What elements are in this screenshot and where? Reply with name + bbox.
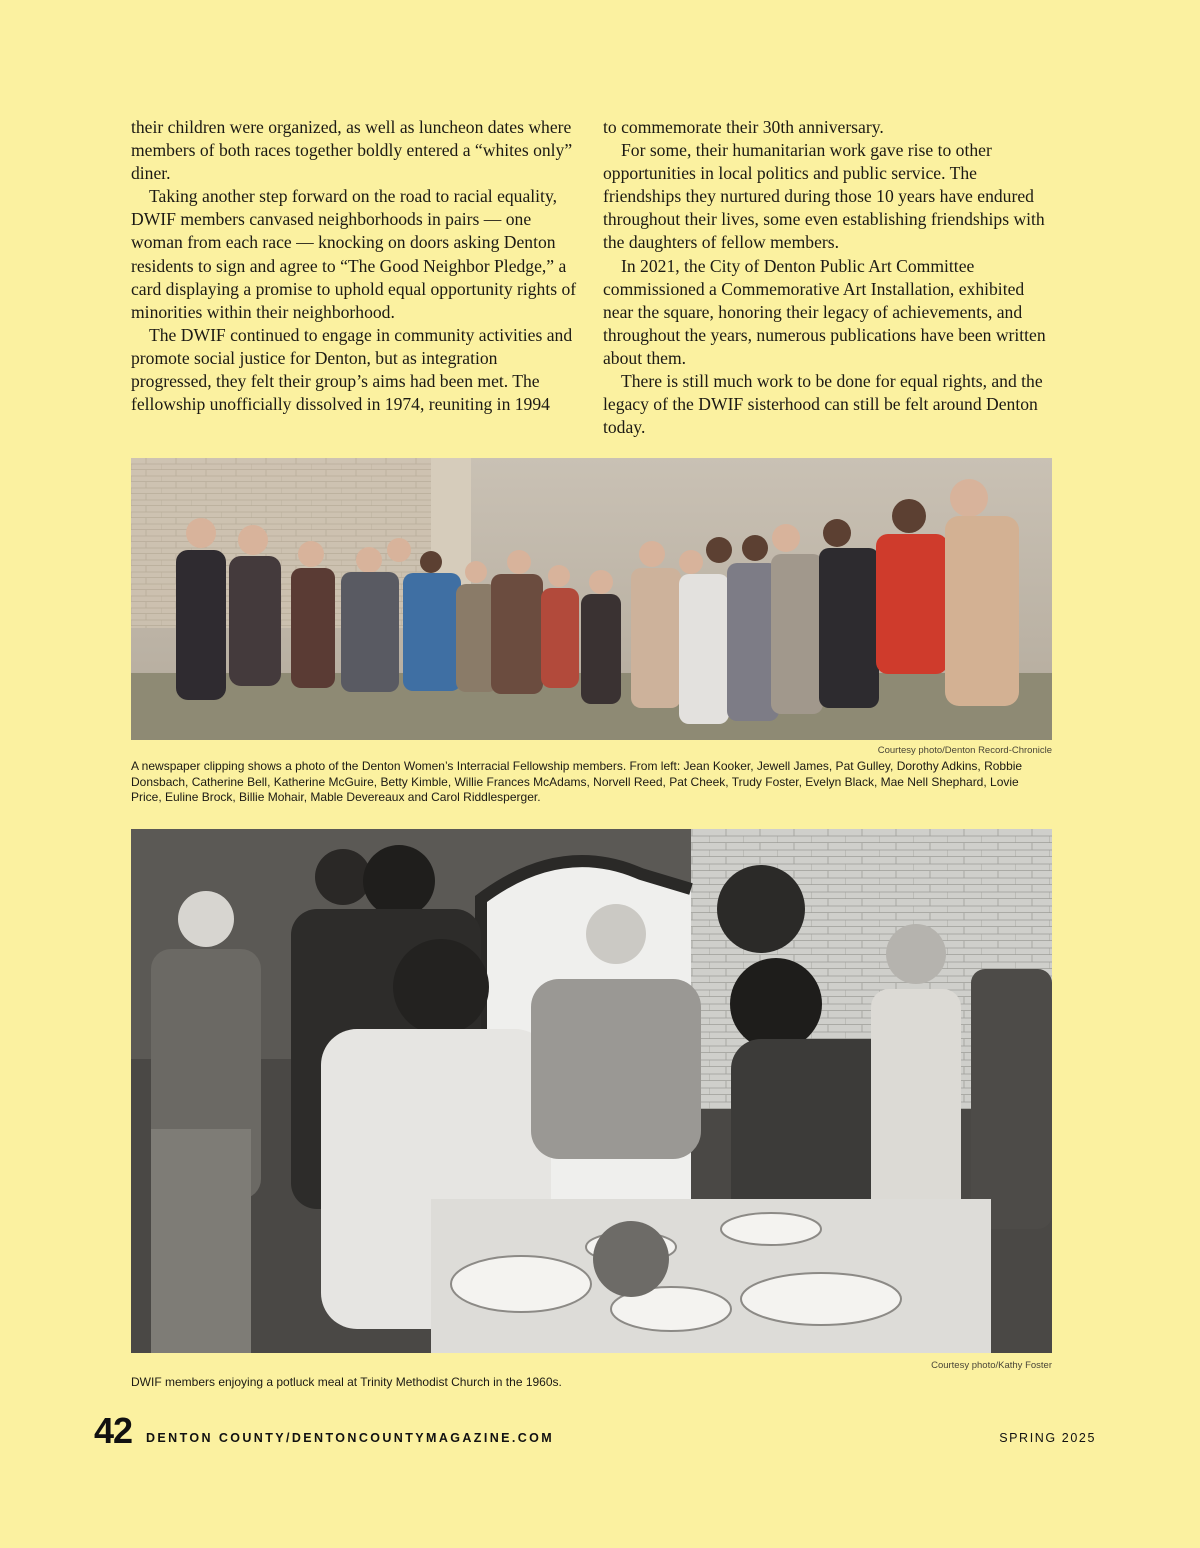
group-photo xyxy=(131,458,1052,740)
issue-date: SPRING 2025 xyxy=(999,1431,1096,1445)
magazine-name: DENTON COUNTY/DENTONCOUNTYMAGAZINE.COM xyxy=(146,1431,555,1445)
paragraph: For some, their humanitarian work gave rise to other opportunities in local politics and public service. The friendships they nurtured during those 10 years have endured throughout their lives, some even establishing friendships with the daughters of fellow members. xyxy=(603,140,1045,253)
photo-caption: A newspaper clipping shows a photo of the Denton Women’s Interracial Fellowship members. From left: Jean Kooker, Jewell James, Pat Gulley, Dorothy Adkins, Robbie Donsbach, Catherine Bell, Katherine McGuire, Betty Kimble, Willie Frances McAdams, Norvell Reed, Pat Cheek, Trudy Foster, Evelyn Black, Mae Nell Shephard, Lovie Price, Euline Brock, Billie Mohair, Mable Devereaux and Carol Riddlesperger. xyxy=(131,759,1023,805)
page-number: 42 xyxy=(94,1410,133,1451)
paragraph: to commemorate their 30th anniversary. xyxy=(603,117,884,137)
article-column-left xyxy=(131,116,581,416)
paragraph: There is still much work to be done for equal rights, and the legacy of the DWIF sisterhood can still be felt around Denton today. xyxy=(603,371,1043,438)
paragraph: The DWIF continued to engage in community activities and promote social justice for Denton, but as integration progressed, they felt their group’s aims had been met. The fellowship unofficially dissolved in 1974, reuniting in 1994 xyxy=(131,324,573,415)
photo-credit: Courtesy photo/Denton Record-Chronicle xyxy=(877,745,1052,756)
photo-credit: Courtesy photo/Kathy Foster xyxy=(931,1360,1052,1371)
paragraph: Taking another step forward on the road to racial equality, DWIF members canvased neighborhoods in pairs — one woman from each race — knocking on doors asking Denton residents to sign and agree to “The Good Neighbor Pledge,” a card displaying a promise to uphold equal opportunity rights of minorities within their neighborhood. xyxy=(131,186,577,322)
potluck-photo xyxy=(131,829,1052,1353)
article-column-right xyxy=(603,116,1053,439)
paragraph: their children were organized, as well as luncheon dates where members of both races together boldly entered a “whites only” diner. xyxy=(131,117,573,184)
photo-caption: DWIF members enjoying a potluck meal at Trinity Methodist Church in the 1960s. xyxy=(131,1375,562,1389)
paragraph: In 2021, the City of Denton Public Art Committee commissioned a Commemorative Art Installation, exhibited near the square, honoring their legacy of achievements, and throughout the years, numerous publications have been written about them. xyxy=(603,255,1046,368)
